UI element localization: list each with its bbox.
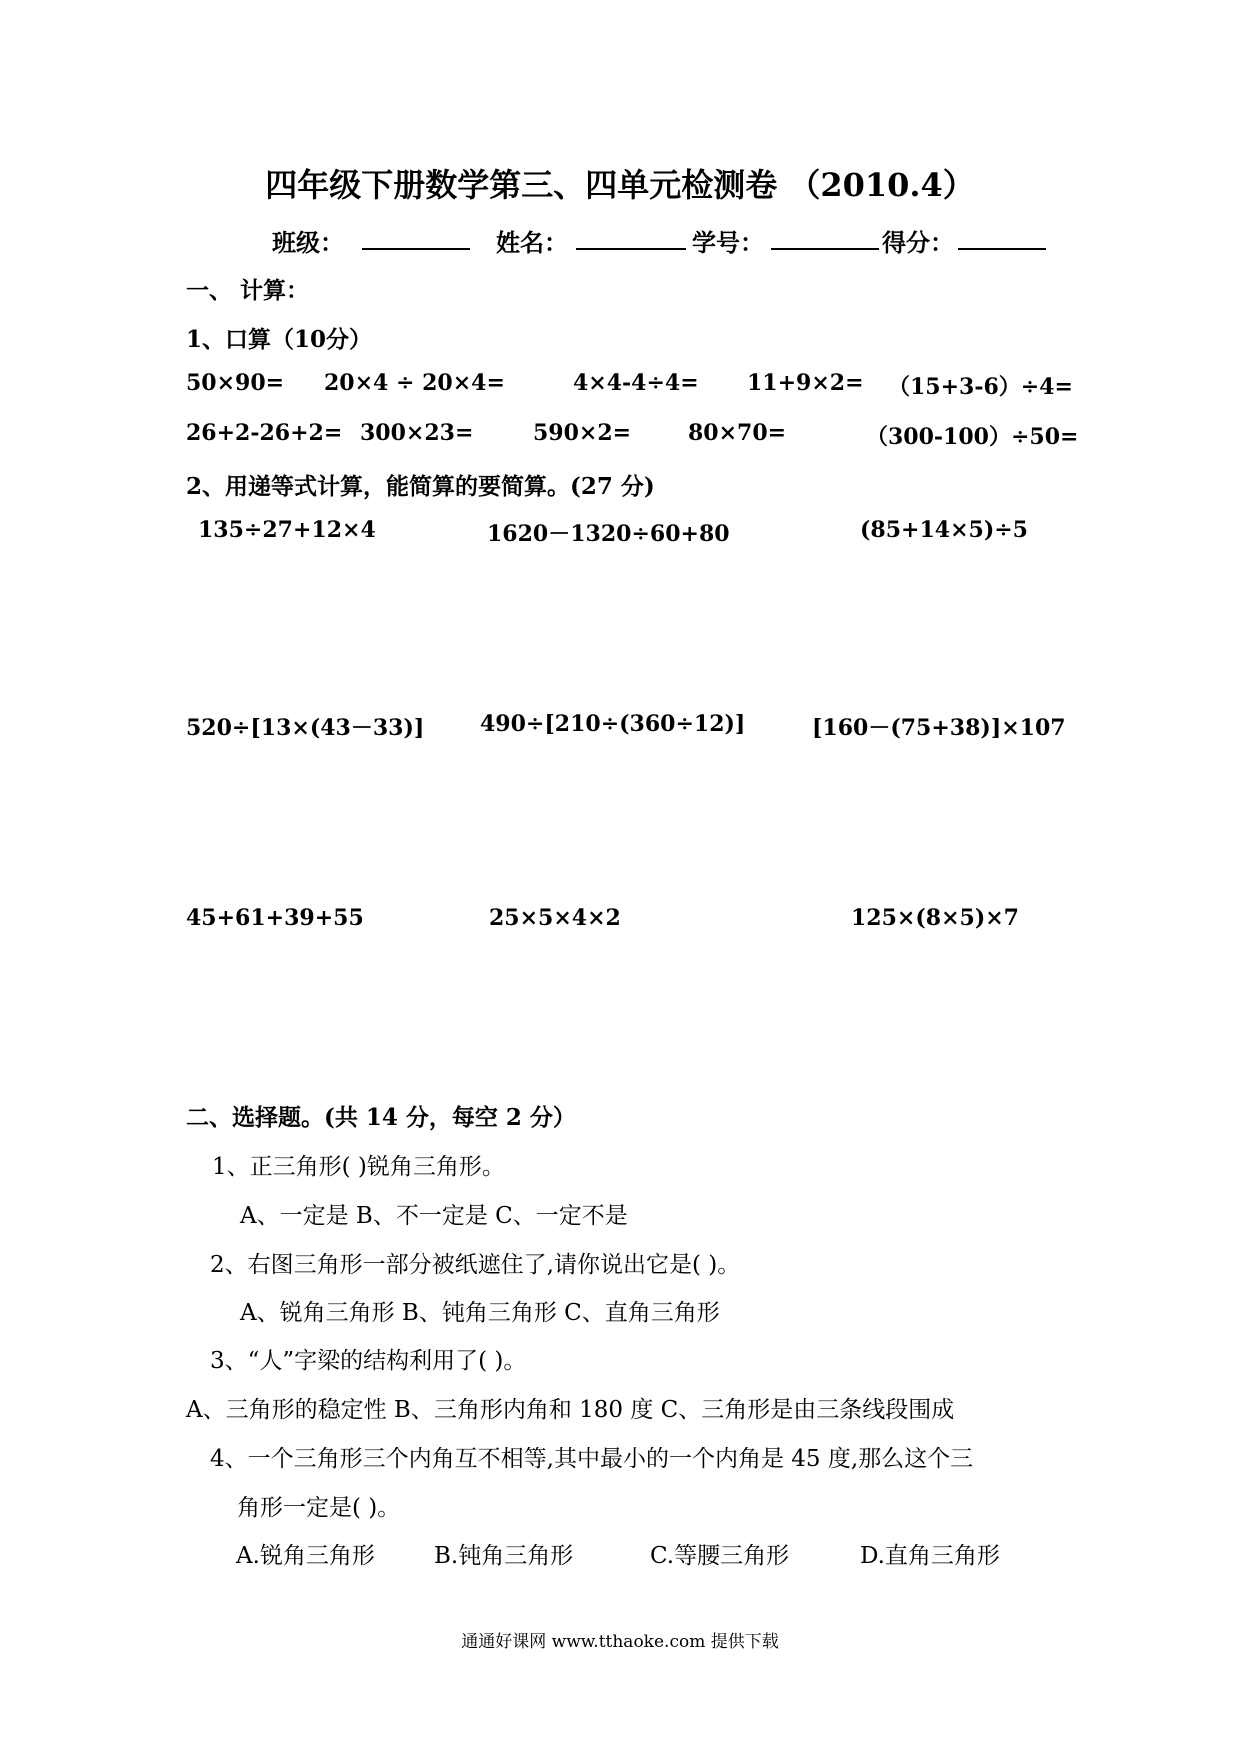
mental-item: （15+3-6）÷4= — [888, 374, 1073, 400]
mental-item: 300×23= — [360, 420, 474, 446]
id-label: 学号： — [692, 228, 764, 257]
score-label: 得分： — [882, 228, 954, 257]
id-field[interactable] — [771, 226, 879, 250]
choice-q3-stem: 3、“人”字梁的结构利用了( )。 — [210, 1348, 527, 1374]
choice-q2-options: A、锐角三角形 B、钝角三角形 C、直角三角形 — [240, 1300, 720, 1326]
choice-option: C.等腰三角形 — [650, 1543, 790, 1569]
choice-q4-stem-line1: 4、一个三角形三个内角互不相等,其中最小的一个内角是 45 度,那么这个三 — [210, 1446, 974, 1472]
section2-heading: 二、选择题。(共 14 分，每空 2 分） — [186, 1104, 576, 1131]
mental-item: 590×2= — [533, 420, 632, 446]
stepwise-item: 25×5×4×2 — [489, 905, 621, 931]
choice-q4-stem-line2: 角形一定是( )。 — [237, 1495, 401, 1521]
stepwise-item: (85+14×5)÷5 — [860, 517, 1028, 543]
class-label: 班级： — [272, 228, 344, 257]
stepwise-item: [160－(75+38)]×107 — [812, 715, 1066, 741]
stepwise-item: 45+61+39+55 — [186, 905, 364, 931]
choice-option: A.锐角三角形 — [236, 1543, 375, 1569]
score-field[interactable] — [958, 226, 1046, 250]
stepwise-item: 1620－1320÷60+80 — [487, 521, 730, 547]
choice-q3-options: A、三角形的稳定性 B、三角形内角和 180 度 C、三角形是由三条线段围成 — [186, 1397, 955, 1423]
mental-item: 50×90= — [186, 370, 285, 396]
mental-item: 11+9×2= — [747, 370, 864, 396]
name-label: 姓名： — [496, 228, 568, 257]
footer-download-note: 通通好课网 www.tthaoke.com 提供下载 — [461, 1632, 779, 1652]
name-field[interactable] — [576, 226, 686, 250]
class-field[interactable] — [362, 226, 470, 250]
stepwise-item: 490÷[210÷(360÷12)] — [480, 711, 746, 737]
mental-item: 4×4-4÷4= — [573, 370, 699, 396]
choice-q2-stem: 2、右图三角形一部分被纸遮住了,请你说出它是( )。 — [210, 1252, 741, 1278]
stepwise-item: 125×(8×5)×7 — [851, 905, 1019, 931]
choice-option: D.直角三角形 — [860, 1543, 1000, 1569]
stepwise-item: 135÷27+12×4 — [198, 517, 376, 543]
mental-item: 26+2-26+2= — [186, 420, 343, 446]
choice-q1-stem: 1、正三角形( )锐角三角形。 — [212, 1154, 505, 1180]
choice-q1-options: A、一定是 B、不一定是 C、一定不是 — [240, 1203, 628, 1229]
mental-item: 20×4 ÷ 20×4= — [324, 370, 505, 396]
page-title: 四年级下册数学第三、四单元检测卷 （2010.4） — [265, 166, 975, 204]
choice-option: B.钝角三角形 — [434, 1543, 574, 1569]
section1-heading: 一、 计算： — [186, 277, 310, 304]
stepwise-item: 520÷[13×(43－33)] — [186, 715, 425, 741]
mental-item: （300-100）÷50= — [866, 424, 1079, 450]
mental-item: 80×70= — [688, 420, 787, 446]
q1-label: 1、口算（10分） — [186, 326, 373, 353]
q2-label: 2、用递等式计算，能简算的要简算。(27 分) — [186, 473, 655, 500]
